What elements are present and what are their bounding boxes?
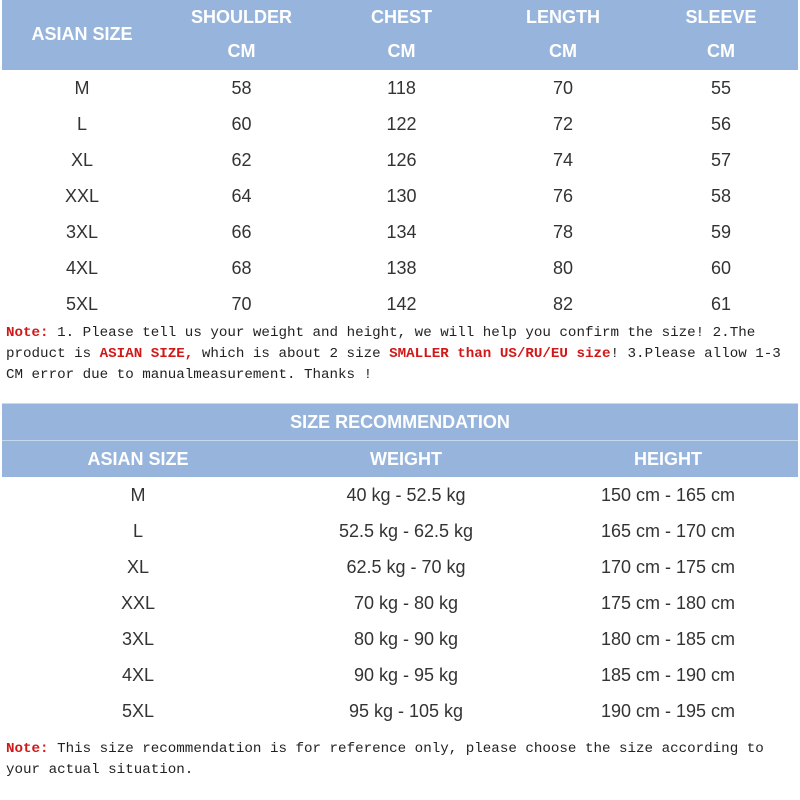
- table-cell: L: [132, 520, 143, 541]
- header-unit: CM: [227, 41, 256, 61]
- table-cell: 175 cm - 180 cm: [600, 592, 736, 613]
- header-unit: CM: [387, 41, 416, 61]
- table-cell: 90 kg - 95 kg: [353, 664, 459, 685]
- note-text: ! 3.Please allow 1-3 CM error due to manualmeasurement. Thanks !: [6, 346, 781, 383]
- table-cell: 3XL: [121, 628, 155, 649]
- table-cell: 4XL: [65, 257, 99, 278]
- size-recommendation-table: [2, 403, 798, 729]
- table-cell: XL: [126, 556, 150, 577]
- table-cell: 130: [386, 185, 417, 206]
- table-cell: 134: [386, 221, 417, 242]
- size-chart-table: [2, 0, 798, 322]
- header-asian-size: [2, 0, 162, 70]
- size-recommendation-header: [2, 403, 798, 477]
- table-cell: 60: [231, 113, 252, 134]
- table-cell: 5XL: [65, 293, 99, 314]
- recommendation-note: [6, 739, 796, 781]
- header-chest: [321, 0, 482, 70]
- table-cell: 80: [552, 257, 574, 278]
- table-row: [2, 142, 798, 178]
- table-row: [2, 106, 798, 142]
- header-unit: CM: [707, 41, 735, 61]
- table-cell: 70 kg - 80 kg: [353, 592, 459, 613]
- table-cell: 126: [386, 149, 417, 170]
- table-cell: 142: [386, 293, 417, 314]
- note-text: which is about 2 size: [193, 346, 390, 362]
- header-row: [2, 441, 798, 477]
- table-cell: 185 cm - 190 cm: [600, 664, 736, 685]
- header-height: HEIGHT: [633, 448, 702, 469]
- table-cell: 138: [386, 257, 417, 278]
- header-unit: CM: [549, 41, 577, 61]
- note-tag: Note:: [6, 741, 49, 757]
- table-cell: 170 cm - 175 cm: [600, 556, 736, 577]
- table-cell: 122: [386, 113, 417, 134]
- header-sleeve: [644, 0, 798, 70]
- table-cell: L: [76, 113, 87, 134]
- table-row: [2, 214, 798, 250]
- table-cell: 40 kg - 52.5 kg: [346, 484, 466, 505]
- table-row: [2, 693, 798, 729]
- size-chart-rows: [2, 70, 798, 322]
- table-cell: XXL: [120, 592, 156, 613]
- table-cell: 180 cm - 185 cm: [600, 628, 736, 649]
- size-recommendation-rows: [2, 477, 798, 729]
- table-cell: 58: [231, 77, 252, 98]
- table-cell: 95 kg - 105 kg: [348, 700, 464, 721]
- header-label: LENGTH: [526, 7, 600, 27]
- table-cell: M: [130, 484, 146, 505]
- table-cell: 56: [710, 113, 732, 134]
- table-cell: 3XL: [65, 221, 99, 242]
- header-label: CHEST: [370, 7, 432, 27]
- table-cell: 118: [387, 77, 416, 98]
- table-cell: XXL: [64, 185, 100, 206]
- table-cell: 64: [231, 185, 252, 206]
- table-cell: 68: [231, 257, 252, 278]
- table-row: [2, 70, 798, 106]
- note-highlight: SMALLER than US/RU/EU size: [389, 346, 611, 362]
- table-row: [2, 477, 798, 513]
- table-cell: 58: [710, 185, 732, 206]
- table-cell: 150 cm - 165 cm: [600, 484, 736, 505]
- table-row: [2, 286, 798, 322]
- table-cell: 5XL: [121, 700, 155, 721]
- note-text: This size recommendation is for reference only, please choose the size according to your actual situation.: [6, 741, 764, 778]
- header-weight: WEIGHT: [370, 448, 442, 469]
- table-cell: 57: [710, 149, 732, 170]
- table-cell: 76: [552, 185, 574, 206]
- table-cell: 62: [231, 149, 252, 170]
- table-cell: 61: [710, 293, 732, 314]
- table-cell: 59: [710, 221, 732, 242]
- header-shoulder: [162, 0, 321, 70]
- header-label: SHOULDER: [190, 7, 292, 27]
- note-highlight: ASIAN SIZE,: [99, 346, 194, 362]
- table-cell: 52.5 kg - 62.5 kg: [338, 520, 474, 541]
- table-row: [2, 178, 798, 214]
- table-cell: 66: [231, 221, 252, 242]
- note-tag: Note:: [6, 325, 49, 341]
- header-label: ASIAN SIZE: [31, 24, 133, 44]
- table-cell: 165 cm - 170 cm: [600, 520, 736, 541]
- table-row: [2, 657, 798, 693]
- table-cell: 60: [710, 257, 732, 278]
- table-cell: 4XL: [121, 664, 155, 685]
- note-text: 1. Please tell us your weight and height, we will help you confirm the size! 2.The product is: [6, 325, 756, 362]
- table-row: [2, 513, 798, 549]
- table-row: [2, 585, 798, 621]
- table-row: [2, 549, 798, 585]
- table-cell: M: [74, 77, 90, 98]
- table-cell: 74: [552, 149, 574, 170]
- table-cell: 70: [552, 77, 574, 98]
- table-cell: 72: [552, 113, 574, 134]
- table-title: SIZE RECOMMENDATION: [290, 411, 510, 432]
- table-cell: 80 kg - 90 kg: [353, 628, 459, 649]
- table-cell: 62.5 kg - 70 kg: [346, 556, 466, 577]
- table-cell: XL: [70, 149, 94, 170]
- size-chart-note: [6, 323, 796, 386]
- table-cell: 78: [552, 221, 574, 242]
- header-length: [482, 0, 644, 70]
- table-cell: 82: [552, 293, 574, 314]
- table-cell: 70: [231, 293, 252, 314]
- table-cell: 190 cm - 195 cm: [600, 700, 736, 721]
- header-asian-size: ASIAN SIZE: [87, 448, 189, 469]
- header-label: SLEEVE: [685, 7, 757, 27]
- table-row: [2, 250, 798, 286]
- size-chart-header: [2, 0, 798, 70]
- table-cell: 55: [710, 77, 732, 98]
- table-row: [2, 621, 798, 657]
